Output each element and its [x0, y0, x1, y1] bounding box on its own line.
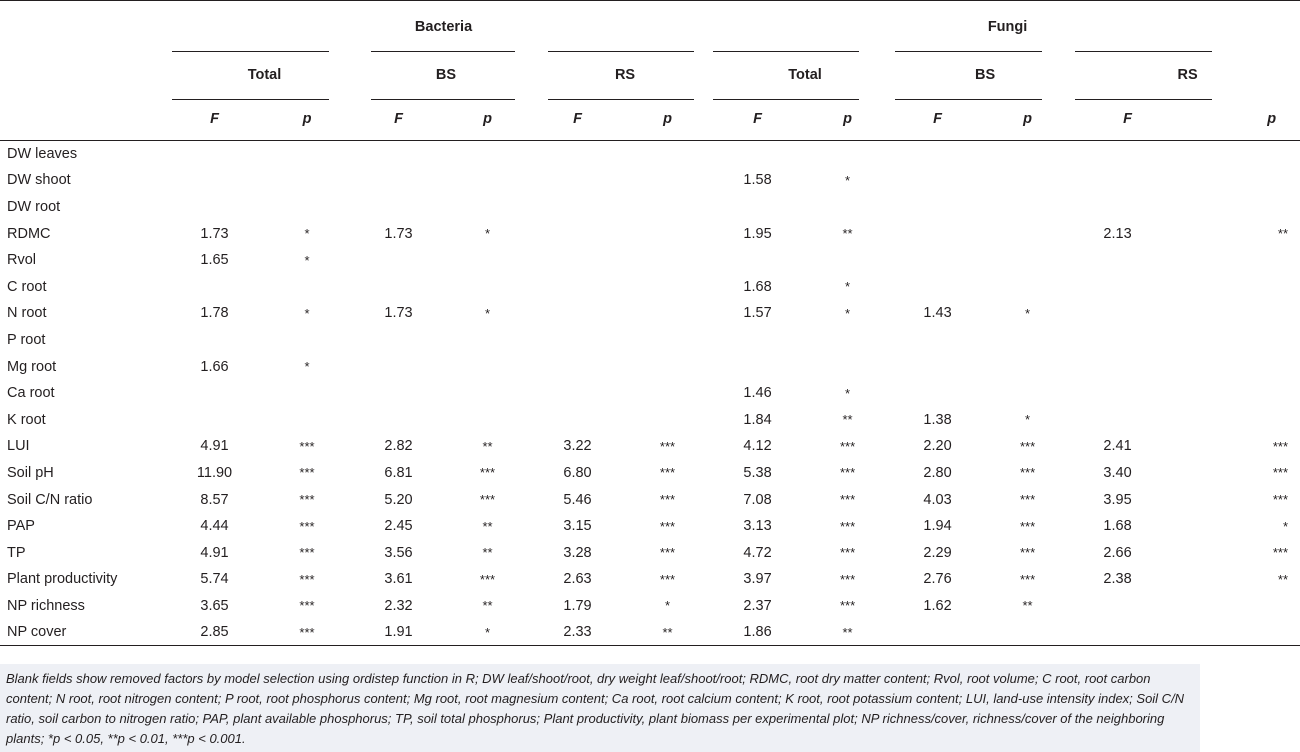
p-value-cell [980, 167, 1075, 194]
row-label: K root [7, 411, 46, 428]
p-value-cell [980, 273, 1075, 300]
table-row [0, 220, 1300, 247]
p-value-cell [620, 380, 715, 407]
p-value-cell: * [1025, 412, 1031, 428]
table-row [0, 539, 1300, 566]
f-value-cell [1075, 593, 1160, 620]
row-label: Rvol [7, 252, 37, 269]
f-value-cell [1075, 300, 1160, 327]
f-value-cell [895, 141, 980, 168]
f-value-cell [172, 141, 257, 168]
p-value-cell: ** [1022, 598, 1033, 614]
p-value-cell: *** [479, 465, 496, 481]
p-value-cell [257, 380, 357, 407]
f-value-cell: 5.38 [743, 464, 772, 481]
row-label: Plant productivity [7, 571, 118, 588]
row-label: Ca root [7, 385, 55, 402]
p-value-cell: * [845, 385, 851, 401]
row-label: NP richness [7, 597, 85, 614]
f-value-cell: 5.20 [384, 491, 413, 508]
p-value-cell [620, 353, 715, 380]
f-value-cell: 8.57 [200, 491, 229, 508]
f-value-cell: 1.86 [743, 624, 772, 641]
p-value-cell [980, 327, 1075, 354]
p-value-cell: *** [299, 598, 315, 614]
f-value-cell: 1.57 [743, 305, 772, 322]
group-header-bacteria: Bacteria [172, 1, 715, 51]
row-label: DW leaves [7, 146, 78, 163]
p-value-cell [1160, 353, 1300, 380]
f-value-cell: 1.79 [563, 597, 592, 614]
p-value-cell: *** [299, 545, 315, 561]
row-label: LUI [7, 438, 30, 455]
p-value-cell [440, 194, 535, 221]
p-value-cell [620, 273, 715, 300]
f-value-cell: 2.33 [563, 624, 592, 641]
p-value-cell: *** [1019, 492, 1036, 508]
f-value-cell [172, 273, 257, 300]
f-value-cell [357, 353, 440, 380]
f-value-cell: 2.29 [923, 544, 952, 561]
p-value-cell: *** [839, 492, 856, 508]
p-value-cell [1160, 619, 1300, 646]
f-value-cell: 4.03 [923, 491, 952, 508]
stat-f-header: F [933, 111, 942, 128]
p-value-cell [980, 194, 1075, 221]
table-row [0, 513, 1300, 540]
p-value-cell: * [304, 226, 310, 242]
f-value-cell [1075, 247, 1160, 274]
stat-p-header: p [663, 111, 672, 128]
p-value-cell: *** [299, 492, 315, 508]
p-value-cell: *** [1272, 438, 1289, 454]
f-value-cell: 1.84 [743, 411, 772, 428]
f-value-cell: 1.65 [200, 252, 229, 269]
table-body [0, 141, 1300, 646]
row-label: PAP [7, 518, 35, 535]
f-value-cell [1075, 141, 1160, 168]
table-row [0, 486, 1300, 513]
f-value-cell [357, 273, 440, 300]
p-value-cell [257, 406, 357, 433]
stat-f-header: F [394, 111, 403, 128]
p-value-cell [620, 327, 715, 354]
f-value-cell: 1.68 [1103, 518, 1132, 535]
stat-p-header: p [1023, 111, 1032, 128]
f-value-cell: 3.22 [563, 438, 592, 455]
f-value-cell: 4.12 [743, 438, 772, 455]
f-value-cell [357, 167, 440, 194]
f-value-cell [535, 141, 620, 168]
f-value-cell: 1.43 [923, 305, 952, 322]
p-value-cell [980, 353, 1075, 380]
table-row [0, 619, 1300, 646]
f-value-cell [357, 327, 440, 354]
f-value-cell [895, 380, 980, 407]
f-value-cell: 5.46 [563, 491, 592, 508]
p-value-cell [800, 247, 895, 274]
stat-f-header: F [753, 111, 762, 128]
header-stat-row [0, 99, 1300, 141]
f-value-cell: 4.72 [743, 544, 772, 561]
f-value-cell [1075, 406, 1160, 433]
f-value-cell: 1.38 [923, 411, 952, 428]
header-subgroup-row [0, 51, 1300, 99]
p-value-cell: *** [299, 624, 315, 640]
p-value-cell: *** [1019, 545, 1036, 561]
p-value-cell: ** [842, 412, 853, 428]
f-value-cell [715, 327, 800, 354]
f-value-cell: 3.65 [200, 597, 229, 614]
f-value-cell [172, 194, 257, 221]
p-value-cell: * [304, 305, 310, 321]
f-value-cell: 3.56 [384, 544, 413, 561]
subgroup-header-fungi-rs: RS [1177, 66, 1198, 83]
p-value-cell [800, 327, 895, 354]
f-value-cell [535, 300, 620, 327]
row-label: P root [7, 331, 46, 348]
p-value-cell [980, 220, 1075, 247]
p-value-cell: ** [482, 518, 493, 534]
p-value-cell: *** [659, 571, 676, 587]
p-value-cell: *** [299, 438, 315, 454]
table-row [0, 247, 1300, 274]
f-value-cell [895, 220, 980, 247]
p-value-cell: * [845, 172, 851, 188]
p-value-cell: * [845, 279, 851, 295]
row-label: Soil C/N ratio [7, 491, 93, 508]
f-value-cell [895, 194, 980, 221]
p-value-cell [800, 353, 895, 380]
p-value-cell [800, 194, 895, 221]
p-value-cell: ** [842, 624, 853, 640]
f-value-cell: 2.13 [1103, 225, 1132, 242]
f-value-cell [172, 167, 257, 194]
table-row [0, 566, 1300, 593]
f-value-cell: 2.85 [200, 624, 229, 641]
f-value-cell: 1.46 [743, 385, 772, 402]
f-value-cell [172, 406, 257, 433]
f-value-cell: 3.97 [743, 571, 772, 588]
f-value-cell: 3.95 [1103, 491, 1132, 508]
p-value-cell: ** [482, 598, 493, 614]
p-value-cell [440, 273, 535, 300]
p-value-cell: *** [839, 465, 856, 481]
p-value-cell: * [304, 252, 310, 268]
f-value-cell: 1.68 [743, 278, 772, 295]
subgroup-header-bacteria-bs: BS [435, 66, 457, 83]
table-row [0, 141, 1300, 168]
f-value-cell [895, 619, 980, 646]
f-value-cell [172, 327, 257, 354]
p-value-cell [620, 300, 715, 327]
p-value-cell [980, 619, 1075, 646]
f-value-cell: 2.32 [384, 597, 413, 614]
row-label: Mg root [7, 358, 57, 375]
f-value-cell [535, 273, 620, 300]
p-value-cell [620, 167, 715, 194]
p-value-cell: * [484, 624, 491, 640]
f-value-cell: 1.73 [200, 225, 229, 242]
table-row [0, 300, 1300, 327]
table-row [0, 433, 1300, 460]
f-value-cell [1075, 619, 1160, 646]
p-value-cell: *** [659, 492, 676, 508]
p-value-cell: *** [659, 438, 676, 454]
p-value-cell: *** [479, 571, 496, 587]
f-value-cell: 6.80 [563, 464, 592, 481]
table-row [0, 406, 1300, 433]
stat-p-header: p [483, 111, 492, 128]
p-value-cell: *** [839, 571, 856, 587]
f-value-cell: 2.82 [384, 438, 413, 455]
table-row [0, 380, 1300, 407]
p-value-cell: ** [482, 545, 493, 561]
p-value-cell [620, 141, 715, 168]
p-value-cell: * [484, 305, 491, 321]
p-value-cell: *** [1272, 465, 1289, 481]
p-value-cell [1160, 273, 1300, 300]
f-value-cell: 3.61 [384, 571, 413, 588]
table-row [0, 593, 1300, 620]
f-value-cell [715, 247, 800, 274]
p-value-cell: *** [299, 518, 315, 534]
p-value-cell [440, 406, 535, 433]
f-value-cell: 7.08 [743, 491, 772, 508]
p-value-cell [980, 380, 1075, 407]
p-value-cell [1160, 380, 1300, 407]
p-value-cell: *** [839, 518, 856, 534]
p-value-cell [440, 380, 535, 407]
f-value-cell: 2.66 [1103, 544, 1132, 561]
table-row [0, 273, 1300, 300]
row-label: NP cover [7, 624, 67, 641]
p-value-cell: *** [1272, 492, 1289, 508]
p-value-cell [620, 406, 715, 433]
p-value-cell [257, 273, 357, 300]
p-value-cell: ** [1277, 571, 1289, 587]
p-value-cell: ** [482, 438, 493, 454]
f-value-cell [535, 220, 620, 247]
table-row [0, 353, 1300, 380]
f-value-cell [357, 141, 440, 168]
subgroup-header-fungi-total: Total [788, 66, 822, 83]
row-label: DW shoot [7, 172, 71, 189]
f-value-cell [895, 167, 980, 194]
f-value-cell: 2.63 [563, 571, 592, 588]
p-value-cell [800, 141, 895, 168]
f-value-cell [535, 194, 620, 221]
p-value-cell: *** [1019, 571, 1036, 587]
subgroup-header-bacteria-total: Total [247, 66, 282, 83]
table-row [0, 194, 1300, 221]
subgroup-header-fungi-bs: BS [974, 66, 996, 83]
f-value-cell: 3.15 [563, 518, 592, 535]
row-label: RDMC [7, 225, 51, 242]
p-value-cell: ** [842, 226, 853, 242]
f-value-cell [1075, 194, 1160, 221]
f-value-cell: 1.66 [200, 358, 229, 375]
f-value-cell [1075, 353, 1160, 380]
p-value-cell [1160, 300, 1300, 327]
f-value-cell: 2.20 [923, 438, 952, 455]
f-value-cell: 2.41 [1103, 438, 1132, 455]
p-value-cell: * [484, 226, 491, 242]
f-value-cell: 3.40 [1103, 464, 1132, 481]
f-value-cell [895, 247, 980, 274]
p-value-cell [257, 327, 357, 354]
stat-p-header: p [302, 111, 312, 128]
f-value-cell [357, 247, 440, 274]
f-value-cell: 4.91 [200, 544, 229, 561]
p-value-cell [1160, 327, 1300, 354]
p-value-cell [440, 141, 535, 168]
f-value-cell: 3.13 [743, 518, 772, 535]
f-value-cell: 1.78 [200, 305, 229, 322]
p-value-cell [257, 167, 357, 194]
row-label: N root [7, 305, 47, 322]
f-value-cell [1075, 167, 1160, 194]
f-value-cell: 1.94 [923, 518, 952, 535]
stat-f-header: F [1123, 111, 1132, 128]
p-value-cell [620, 220, 715, 247]
f-value-cell [535, 406, 620, 433]
p-value-cell [620, 247, 715, 274]
f-value-cell [1075, 327, 1160, 354]
f-value-cell [535, 353, 620, 380]
f-value-cell: 1.58 [743, 172, 772, 189]
f-value-cell [1075, 380, 1160, 407]
table-row [0, 327, 1300, 354]
p-value-cell [440, 327, 535, 354]
f-value-cell: 1.73 [384, 305, 413, 322]
p-value-cell: *** [839, 545, 856, 561]
f-value-cell: 5.74 [200, 571, 229, 588]
p-value-cell [440, 353, 535, 380]
f-value-cell [1075, 273, 1160, 300]
stat-p-header: p [843, 111, 852, 128]
p-value-cell: *** [1272, 545, 1289, 561]
f-value-cell: 4.91 [200, 438, 229, 455]
f-value-cell: 2.37 [743, 597, 772, 614]
stat-f-header: F [573, 111, 582, 128]
table-row [0, 460, 1300, 487]
f-value-cell: 1.73 [384, 225, 413, 242]
f-value-cell: 1.62 [923, 597, 952, 614]
f-value-cell [535, 247, 620, 274]
row-label: TP [7, 544, 26, 561]
p-value-cell: *** [659, 465, 676, 481]
p-value-cell [1160, 194, 1300, 221]
subgroup-header-bacteria-rs: RS [614, 66, 636, 83]
p-value-cell: *** [659, 545, 676, 561]
header-group-row [0, 1, 1300, 51]
table-row [0, 167, 1300, 194]
f-value-cell [895, 353, 980, 380]
f-value-cell [357, 380, 440, 407]
p-value-cell: * [304, 359, 310, 375]
p-value-cell: *** [479, 492, 496, 508]
f-value-cell: 3.28 [563, 544, 592, 561]
f-value-cell [715, 141, 800, 168]
f-value-cell [715, 194, 800, 221]
p-value-cell [1160, 593, 1300, 620]
p-value-cell: * [1282, 518, 1289, 534]
p-value-cell [1160, 141, 1300, 168]
p-value-cell [620, 194, 715, 221]
f-value-cell: 2.45 [384, 518, 413, 535]
group-header-fungi: Fungi [715, 1, 1300, 51]
p-value-cell: *** [1019, 465, 1036, 481]
f-value-cell: 6.81 [384, 464, 413, 481]
p-value-cell: *** [659, 518, 676, 534]
p-value-cell [980, 141, 1075, 168]
p-value-cell: *** [299, 465, 315, 481]
stat-f-header: F [210, 111, 219, 128]
p-value-cell [1160, 247, 1300, 274]
table-footnote: Blank fields show removed factors by model selection using ordistep function in R; DW leaf/shoot/root, dry weight leaf/shoot/root; RDMC, root dry matter content; Rvol, root volume; C root, root carbon content; N root, root nitrogen content; P root, root phosphorus content; Mg root, root magnesium content; Ca root, root calcium content; K root, root potassium content; LUI, land-use intensity index; Soil C/N ratio, soil carbon to nitrogen ratio; PAP, plant available phosphorus; TP, soil total phosphorus; Plant productivity, plant biomass per experimental plot; NP richness/cover, richness/cover of the neighboring plants; *p < 0.05, **p < 0.01, ***p < 0.001. [0, 664, 1200, 752]
p-value-cell: * [1025, 305, 1031, 321]
p-value-cell: *** [1019, 518, 1036, 534]
f-value-cell [535, 167, 620, 194]
f-value-cell [535, 380, 620, 407]
row-label: C root [7, 278, 47, 295]
f-value-cell [357, 406, 440, 433]
p-value-cell [440, 247, 535, 274]
p-value-cell [1160, 167, 1300, 194]
f-value-cell: 2.76 [923, 571, 952, 588]
f-value-cell: 1.91 [384, 624, 413, 641]
f-value-cell [172, 380, 257, 407]
f-value-cell [895, 273, 980, 300]
p-value-cell: *** [299, 571, 315, 587]
p-value-cell: *** [839, 438, 856, 454]
p-value-cell: *** [1019, 438, 1036, 454]
p-value-cell [257, 141, 357, 168]
p-value-cell: * [845, 305, 851, 321]
p-value-cell [980, 247, 1075, 274]
p-value-cell [440, 167, 535, 194]
row-label: Soil pH [7, 464, 54, 481]
f-value-cell: 1.95 [743, 225, 772, 242]
p-value-cell [257, 194, 357, 221]
f-value-cell: 4.44 [200, 518, 229, 535]
p-value-cell: *** [839, 598, 856, 614]
f-value-cell: 2.38 [1103, 571, 1132, 588]
f-value-cell [357, 194, 440, 221]
p-value-cell: ** [662, 624, 673, 640]
p-value-cell [1160, 406, 1300, 433]
f-value-cell [535, 327, 620, 354]
f-value-cell: 11.90 [196, 464, 233, 481]
p-value-cell: * [664, 598, 671, 614]
f-value-cell [715, 353, 800, 380]
f-value-cell [895, 327, 980, 354]
stat-p-header: p [1267, 111, 1277, 128]
f-value-cell: 2.80 [923, 464, 952, 481]
row-label: DW root [7, 198, 61, 215]
p-value-cell: ** [1277, 226, 1289, 242]
